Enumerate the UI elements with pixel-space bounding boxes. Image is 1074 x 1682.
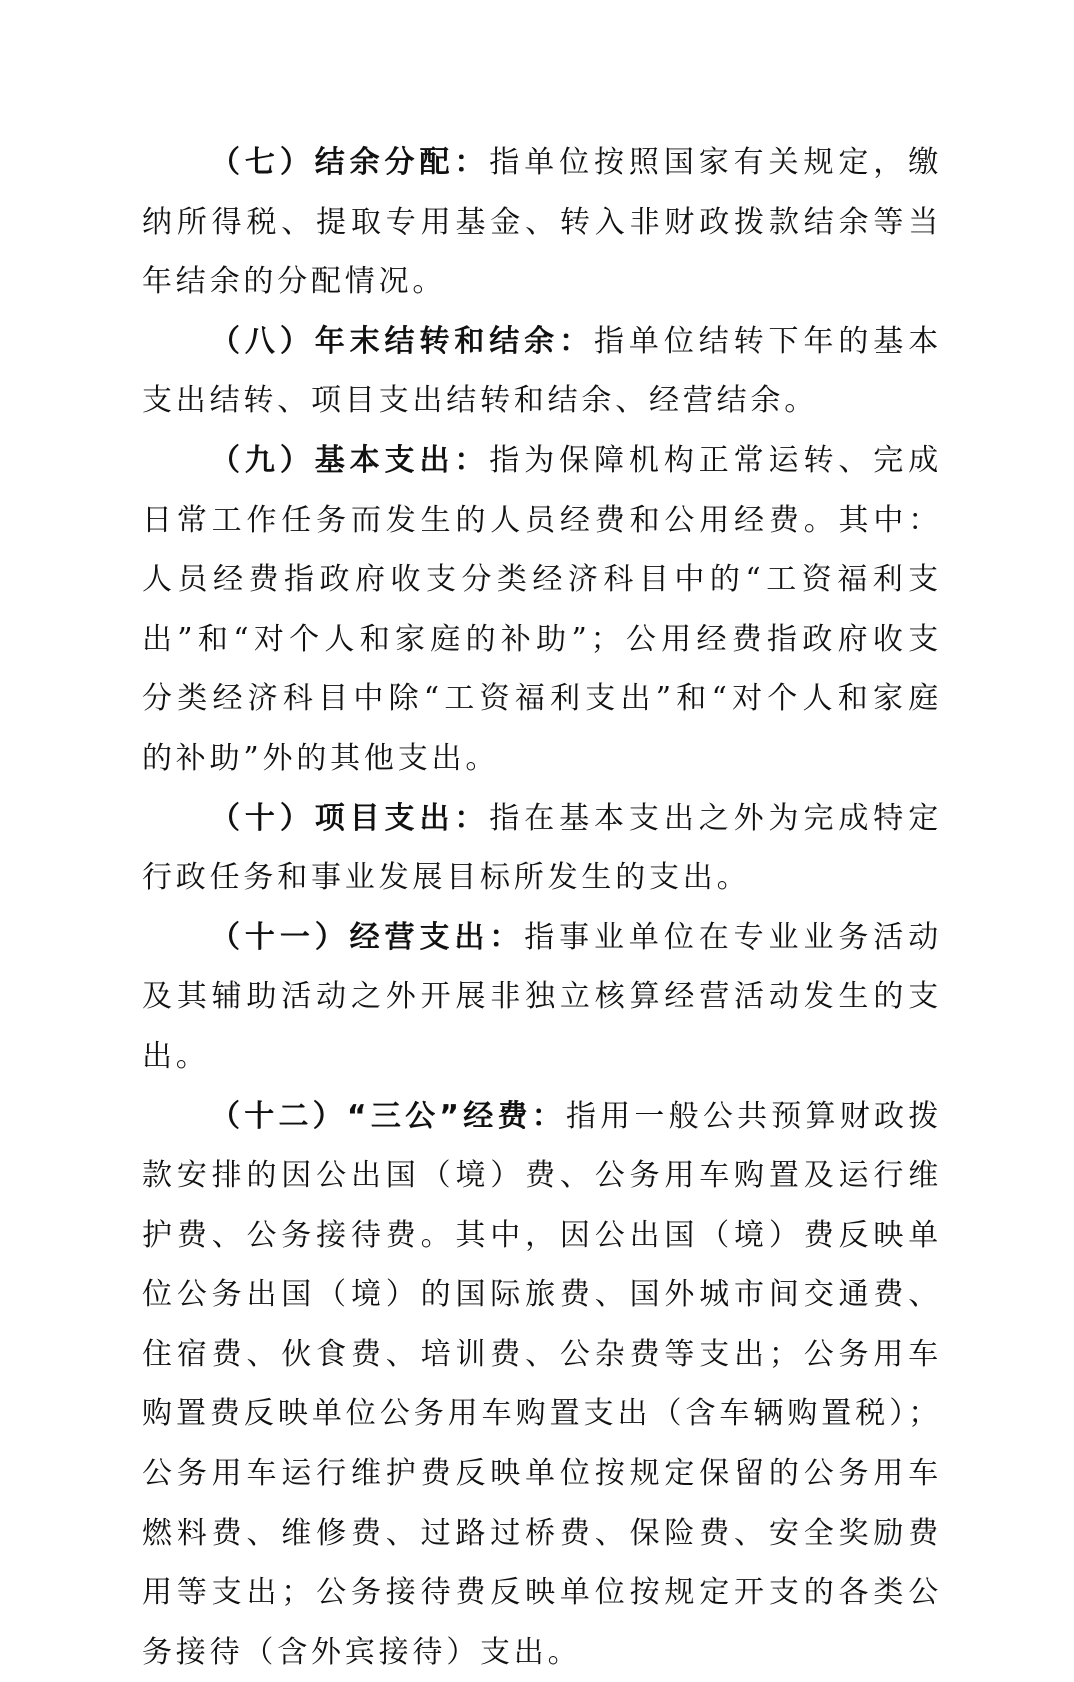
term-definition: 指单位按照国家有关规定，缴纳所得税、提取专用基金、转入非财政拨款结余等当年结余的分配情况。 xyxy=(142,145,942,299)
paragraph-operating-expenditure xyxy=(142,908,942,1087)
term-heading: （十）项目支出： xyxy=(210,801,489,836)
paragraph-year-end-carryover xyxy=(142,312,942,431)
paragraph-project-expenditure xyxy=(142,789,942,908)
term-definition: 指在基本支出之外为完成特定行政任务和事业发展目标所发生的支出。 xyxy=(142,801,942,896)
paragraph-three-public-expenses xyxy=(142,1087,942,1682)
term-heading: （九）基本支出： xyxy=(210,443,489,478)
term-definition: 指单位结转下年的基本支出结转、项目支出结转和结余、经营结余。 xyxy=(142,324,942,419)
term-heading: （十二）“三公”经费： xyxy=(210,1099,566,1134)
term-heading: （八）年末结转和结余： xyxy=(210,324,594,359)
term-heading: （十一）经营支出： xyxy=(210,920,524,955)
term-heading: （七）结余分配： xyxy=(210,145,489,180)
term-definition: 指事业单位在专业业务活动及其辅助活动之外开展非独立核算经营活动发生的支出。 xyxy=(142,920,942,1074)
term-definition: 指为保障机构正常运转、完成日常工作任务而发生的人员经费和公用经费。其中：人员经费指政府收支分类经济科目中的“工资福利支出”和“对个人和家庭的补助”；公用经费指政府收支分类经济科目中除“工资福利支出”和“对个人和家庭的补助”外的其他支出。 xyxy=(142,443,942,776)
term-definition: 指用一般公共预算财政拨款安排的因公出国（境）费、公务用车购置及运行维护费、公务接待费。其中，因公出国（境）费反映单位公务出国（境）的国际旅费、国外城市间交通费、住宿费、伙食费、培训费、公杂费等支出；公务用车购置费反映单位公务用车购置支出（含车辆购置税）；公务用车运行维护费反映单位按规定保留的公务用车燃料费、维修费、过路过桥费、保险费、安全奖励费用等支出；公务接待费反映单位按规定开支的各类公务接待（含外宾接待）支出。 xyxy=(142,1099,942,1670)
document-page xyxy=(142,133,942,1682)
paragraph-balance-distribution xyxy=(142,133,942,312)
paragraph-basic-expenditure xyxy=(142,431,942,789)
